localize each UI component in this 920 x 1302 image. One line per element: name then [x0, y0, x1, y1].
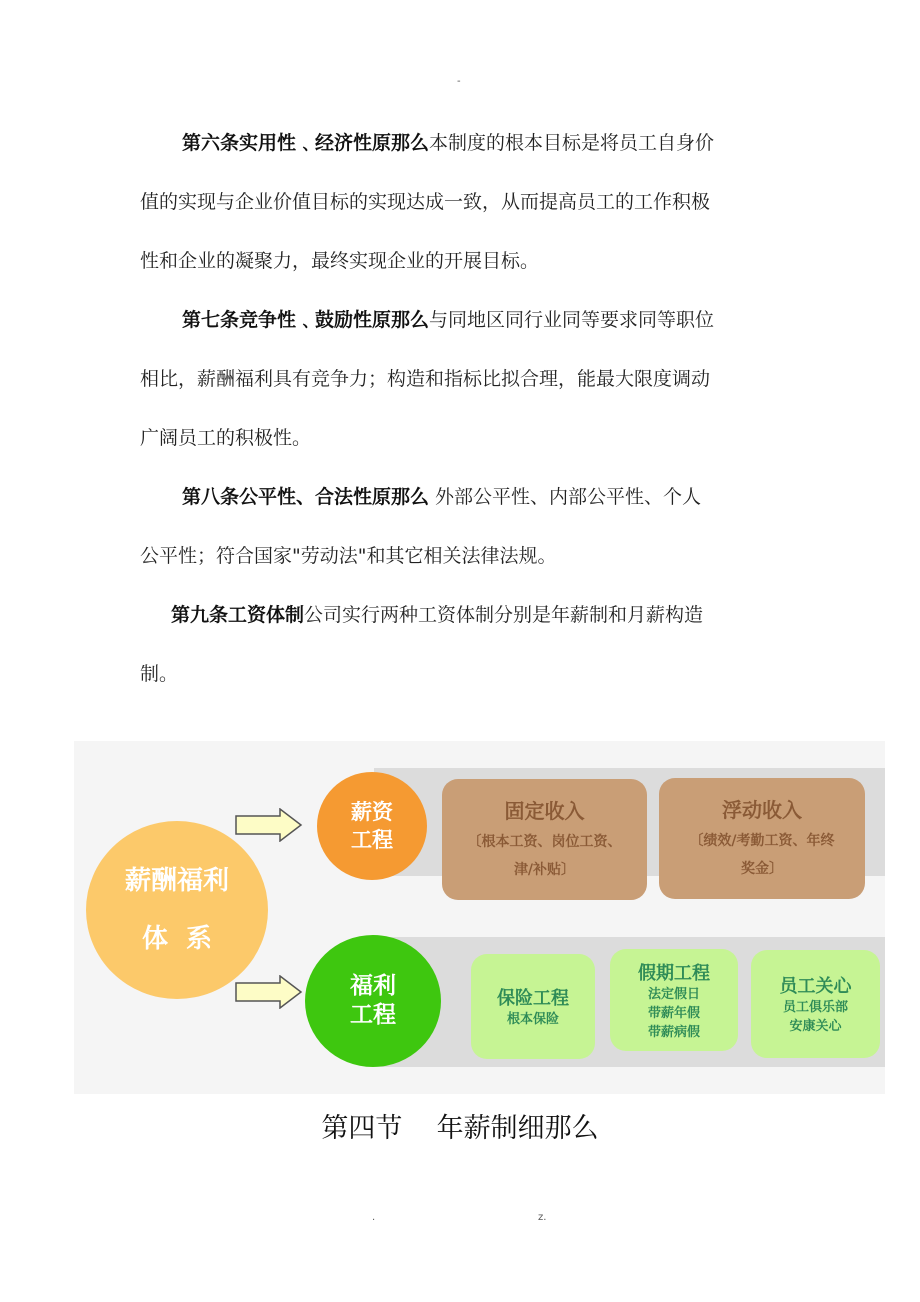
holiday-item-3: 带薪病假 — [647, 1024, 700, 1040]
article-6-text-1: 本制度的根本目标是将员工自身价 — [429, 132, 715, 154]
employee-care-item-2: 安康关心 — [789, 1019, 842, 1034]
holiday-item-1: 法定假日 — [647, 986, 700, 1002]
article-6-text-2: 值的实现与企业价值目标的实现达成一致，从而提高员工的工作积极 — [140, 191, 711, 213]
article-7-text-3: 广阔员工的积极性。 — [140, 427, 312, 449]
article-7-text-2: 相比，薪酬福利具有竞争力；构造和指标比拟合理，能最大限度调动 — [140, 368, 711, 390]
salary-circle-line-1: 薪资 — [351, 800, 393, 824]
welfare-circle-line-2: 工程 — [350, 1002, 396, 1028]
holiday-title: 假期工程 — [638, 962, 710, 984]
compensation-diagram — [74, 741, 885, 1094]
insurance-title: 保险工程 — [497, 988, 569, 1009]
article-8-text-1: 外部公平性、内部公平性、个人 — [429, 486, 702, 508]
article-9-text-1: 公司实行两种工资体制分别是年薪制和月薪构造 — [304, 604, 704, 626]
holiday-box — [610, 949, 738, 1051]
fixed-income-sub-1: 〔根本工资、岗位工资、 — [467, 834, 622, 850]
section-title: 第四节 年薪制细那么 — [321, 1113, 599, 1144]
fixed-income-sub-2: 津/补贴〕 — [513, 862, 576, 878]
article-8-text-2: 公平性；符合国家"劳动法"和其它相关法律法规。 — [140, 545, 557, 567]
floating-income-title: 浮动收入 — [722, 798, 802, 822]
article-7-title: 第七条竞争性﹑鼓励性原那么 — [182, 309, 430, 331]
fixed-income-title: 固定收入 — [504, 799, 585, 823]
footer-right: z. — [538, 1212, 547, 1223]
insurance-box — [471, 954, 595, 1059]
fixed-income-box — [442, 779, 647, 900]
center-line-1: 薪酬福利 — [124, 866, 229, 896]
article-7-text-1: 与同地区同行业同等要求同等职位 — [429, 309, 715, 331]
article-6-title: 第六条实用性﹑经济性原那么 — [182, 132, 430, 154]
floating-income-sub-2: 奖金〕 — [741, 861, 783, 877]
header-mark: - — [457, 76, 461, 87]
employee-care-title: 员工关心 — [779, 976, 852, 997]
insurance-item-1: 根本保险 — [506, 1012, 559, 1027]
article-9-text-2: 制。 — [140, 663, 179, 685]
arrow-to-salary-icon — [234, 808, 304, 842]
salary-circle — [317, 772, 427, 880]
article-8-title: 第八条公平性、合法性原那么 — [182, 486, 430, 508]
article-6-text-3: 性和企业的凝聚力，最终实现企业的开展目标。 — [140, 250, 540, 272]
welfare-circle-line-1: 福利 — [350, 973, 396, 999]
floating-income-box — [659, 778, 865, 899]
employee-care-box — [751, 950, 880, 1058]
arrow-to-welfare-icon — [234, 975, 304, 1009]
center-line-2: 体 系 — [141, 924, 213, 954]
article-9-title: 第九条工资体制 — [171, 604, 305, 626]
holiday-item-2: 带薪年假 — [647, 1005, 700, 1021]
welfare-circle — [305, 935, 441, 1067]
center-circle — [86, 821, 268, 999]
employee-care-item-1: 员工俱乐部 — [782, 1000, 848, 1015]
floating-income-sub-1: 〔绩效/考勤工资、年终 — [689, 833, 835, 849]
footer-left: . — [372, 1212, 376, 1223]
salary-circle-line-2: 工程 — [351, 828, 393, 852]
